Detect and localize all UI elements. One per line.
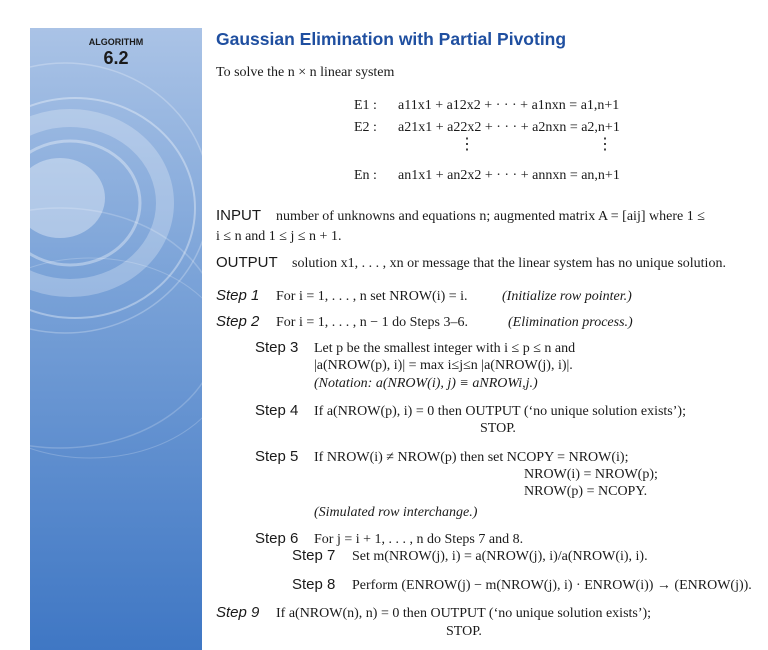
input-text: number of unknowns and equations n; augmented matrix A = [aij] where 1 ≤ bbox=[276, 209, 705, 224]
input-keyword: INPUT bbox=[216, 207, 261, 224]
step-2-label: Step 2 bbox=[216, 313, 260, 330]
step-6-text: For j = i + 1, . . . , n do Steps 7 and 8. bbox=[314, 532, 524, 547]
algorithm-label: ALGORITHM bbox=[88, 37, 144, 47]
input-text-continued: i ≤ n and 1 ≤ j ≤ n + 1. bbox=[216, 229, 342, 244]
step-2-text: For i = 1, . . . , n − 1 do Steps 3–6. bbox=[276, 315, 468, 330]
step-5-label: Step 5 bbox=[255, 448, 299, 465]
step-1-note: (Initialize row pointer.) bbox=[502, 289, 632, 304]
equation-e2-label: E2 : bbox=[354, 120, 377, 135]
equation-en-label: En : bbox=[354, 168, 377, 183]
step-9-line-1: If a(NROW(n), n) = 0 then OUTPUT (‘no unique solution exists’); bbox=[276, 606, 652, 621]
step-3-line-2: |a(NROW(p), i)| = max i≤j≤n |a(NROW(j), i)|. bbox=[314, 358, 573, 373]
swirl-decoration bbox=[30, 28, 202, 650]
step-5-line-2: NROW(i) = NROW(p); bbox=[524, 467, 658, 482]
step-4-line-1: If a(NROW(p), i) = 0 then OUTPUT (‘no unique solution exists’); bbox=[314, 404, 686, 419]
step-3-label: Step 3 bbox=[255, 339, 299, 356]
step-5-line-1: If NROW(i) ≠ NROW(p) then set NCOPY = NROW(i); bbox=[314, 450, 629, 465]
vdots-right: ⋮ bbox=[597, 136, 613, 153]
step-5-line-3: NROW(p) = NCOPY. bbox=[524, 484, 648, 499]
intro-text: To solve the n × n linear system bbox=[216, 65, 395, 80]
output-text: solution x1, . . . , xn or message that the linear system has no unique solution. bbox=[292, 256, 726, 271]
algorithm-number: 6.2 bbox=[103, 48, 129, 68]
step-2-note: (Elimination process.) bbox=[508, 315, 633, 330]
step-4-label: Step 4 bbox=[255, 402, 299, 419]
equation-e2: a21x1 + a22x2 + · · · + a2nxn = a2,n+1 bbox=[398, 120, 620, 135]
step-8-label: Step 8 bbox=[292, 576, 336, 593]
step-1-label: Step 1 bbox=[216, 287, 260, 304]
step-9-line-2: STOP. bbox=[446, 624, 482, 639]
step-4-line-2: STOP. bbox=[480, 421, 516, 436]
step-7-label: Step 7 bbox=[292, 547, 336, 564]
step-6-label: Step 6 bbox=[255, 530, 299, 547]
output-keyword: OUTPUT bbox=[216, 254, 278, 271]
step-1-text: For i = 1, . . . , n set NROW(i) = i. bbox=[276, 289, 468, 304]
vdots-left: ⋮ bbox=[459, 136, 475, 153]
step-8-text: Perform (ENROW(j) − m(NROW(j), i) · ENROW(i)) → (ENROW(j)). bbox=[352, 578, 752, 593]
step-3-line-1: Let p be the smallest integer with i ≤ p ≤ n and bbox=[314, 341, 576, 356]
step-9-label: Step 9 bbox=[216, 604, 260, 621]
algorithm-sidebar bbox=[30, 28, 202, 650]
equation-e1: a11x1 + a12x2 + · · · + a1nxn = a1,n+1 bbox=[398, 98, 620, 113]
step-3-line-3: (Notation: a(NROW(i), j) ≡ aNROWi,j.) bbox=[314, 376, 538, 391]
equation-e1-label: E1 : bbox=[354, 98, 377, 113]
step-7-text: Set m(NROW(j), i) = a(NROW(j), i)/a(NROW(i), i). bbox=[352, 549, 648, 564]
step-5-note: (Simulated row interchange.) bbox=[314, 505, 478, 520]
equation-en: an1x1 + an2x2 + · · · + annxn = an,n+1 bbox=[398, 168, 620, 183]
algorithm-title: Gaussian Elimination with Partial Pivoting bbox=[216, 29, 567, 49]
